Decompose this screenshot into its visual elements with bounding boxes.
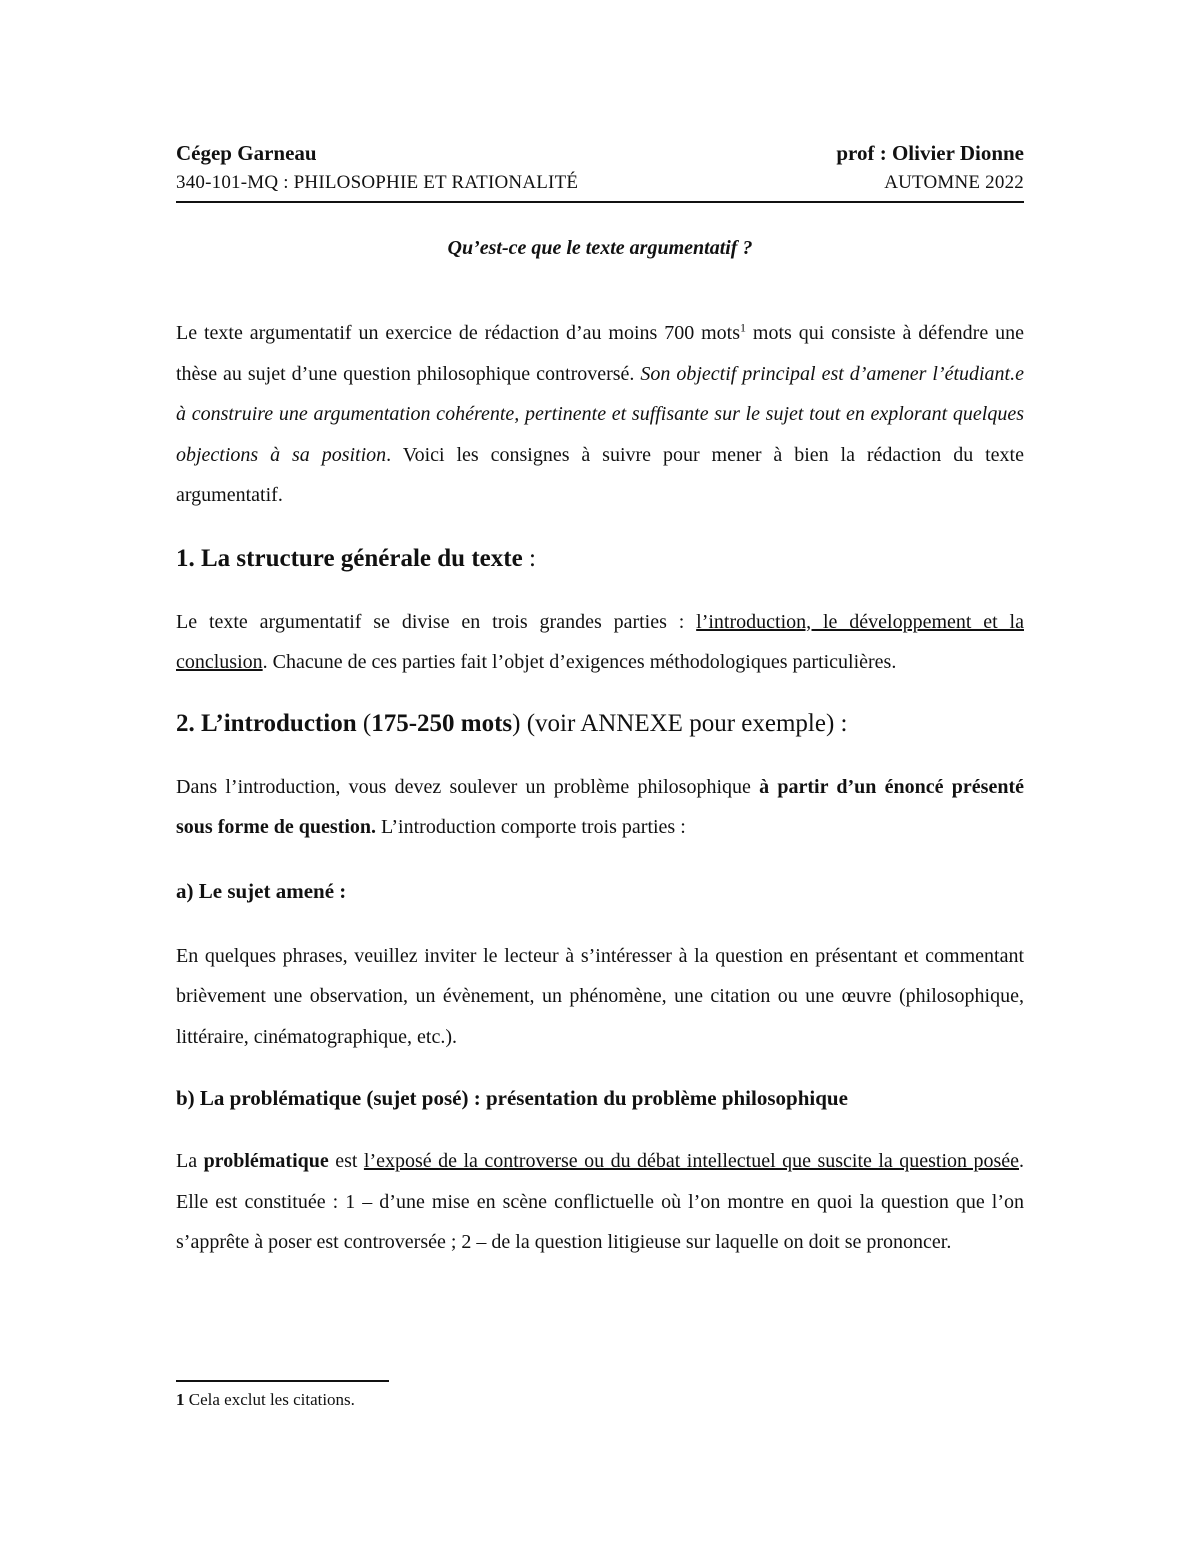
- section-1-text-2: . Chacune de ces parties fait l’objet d’exigences méthodologiques particulières.: [262, 651, 897, 673]
- section-2-heading-normal-2: ) (voir ANNEXE pour exemple) :: [512, 709, 848, 737]
- intro-paragraph: [176, 313, 1024, 516]
- footnote-reference[interactable]: 1: [740, 320, 746, 335]
- problematique-definition: l’exposé de la controverse ou du débat intellectuel que suscite la question posée: [363, 1150, 1019, 1172]
- subsection-b-heading: b) La problématique (sujet posé) : présentation du problème philosophique: [176, 1086, 848, 1110]
- footnote-text: Cela exclut les citations.: [184, 1390, 355, 1409]
- footnote-divider: [176, 1380, 389, 1382]
- header-divider: [176, 201, 1024, 203]
- section-1-heading-text: 1. La structure générale du texte: [176, 544, 523, 572]
- footnote: [176, 1390, 355, 1410]
- subsection-a-paragraph: En quelques phrases, veuillez inviter le lecteur à s’intéresser à la question en présentant et commentant brièvement une observation, un évènement, un phénomène, une citation ou une œuvre (philosophique, littéraire, cinématographique, etc.).: [176, 944, 1024, 1048]
- subsection-b-paragraph: [176, 1141, 1024, 1263]
- intro-text-1: Le texte argumentatif un exercice de rédaction d’au moins 700 mots: [176, 322, 740, 344]
- section-2-heading-bold-2: 175-250 mots: [371, 709, 513, 737]
- section-2-heading: [176, 707, 1024, 741]
- problematique-term: problématique: [203, 1150, 329, 1172]
- header-course-row: [176, 172, 1024, 200]
- subsection-b-text-1: La: [176, 1150, 204, 1172]
- intro-text-3: . Voici les consignes à suivre pour mener à bien la rédaction du texte argumentatif.: [176, 443, 1024, 506]
- intro-objective: Son objectif principal est d’amener l’étudiant.e à construire une argumentation cohérente, pertinente et suffisante sur le sujet tout en explorant quelques objections à sa position: [176, 362, 1024, 466]
- section-2-heading-bold-1: 2. L’introduction: [176, 709, 357, 737]
- course-code: 340-101-MQ : PHILOSOPHIE ET RATIONALITÉ: [176, 172, 579, 193]
- section-1-heading-colon: :: [522, 544, 536, 572]
- section-1-paragraph: [176, 602, 1024, 683]
- section-1-text-1: Le texte argumentatif se divise en trois grandes parties :: [176, 610, 697, 633]
- section-1-heading: [176, 542, 1024, 576]
- section-2-text-2: L’introduction comporte trois parties :: [376, 816, 686, 838]
- footnote-number: 1: [176, 1390, 185, 1409]
- section-2-emphasis: à partir d’un énoncé présenté sous forme de question.: [176, 775, 1024, 838]
- subsection-b-text-3: . Elle est constituée : 1 – d’une mise en scène conflictuelle où l’on montre en quoi la question que l’on s’apprête à poser est controversée ; 2 – de la question litigieuse sur laquelle on doit se prononcer.: [176, 1150, 1024, 1253]
- section-1-parts: l’introduction, le développement et la conclusion: [176, 610, 1024, 673]
- header-top-row: [176, 141, 1024, 172]
- session-label: AUTOMNE 2022: [884, 172, 1024, 193]
- document-title: Qu’est-ce que le texte argumentatif ?: [447, 237, 753, 259]
- institution-name: Cégep Garneau: [176, 141, 317, 165]
- section-2-paragraph: [176, 767, 1024, 848]
- professor-name: prof : Olivier Dionne: [836, 141, 1024, 165]
- section-2-text-1: Dans l’introduction, vous devez soulever un problème philosophique: [176, 775, 760, 798]
- page-content: [176, 141, 1024, 1263]
- intro-text-2: mots qui consiste à défendre une thèse au sujet d’une question philosophique controversé.: [176, 322, 1024, 385]
- section-2-heading-normal-1: (: [356, 709, 372, 737]
- subsection-a-heading: a) Le sujet amené :: [176, 878, 347, 903]
- subsection-b-text-2: est: [328, 1150, 364, 1172]
